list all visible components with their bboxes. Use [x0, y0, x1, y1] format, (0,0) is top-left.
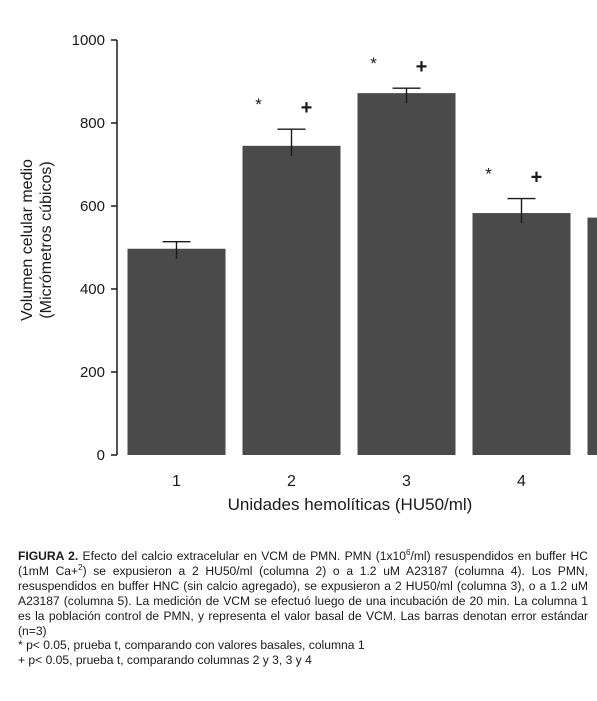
- caption-text-c: ) se expusieron a 2 HU50/ml (columna 2) o a 1.2 uM A23187 (columna 4). Los PMN, resuspendidos en buffer HNC (sin calcio agregado), se expusieron a 2 HU50/ml (columna 3), o a 1.2 uM A23187 (columna 5). La medición de VCM se efectuó luego de una incubación de 20 min. La columna 1 es la población control de PMN, y representa el valor basal de VCM. Las barras denotan error estándar (n=3): [18, 563, 588, 638]
- bar-2: [243, 146, 341, 455]
- y-tick-label-600: 600: [79, 198, 105, 215]
- x-tick-label-4: 4: [517, 473, 526, 490]
- y-tick-label-200: 200: [79, 364, 105, 381]
- x-axis-title: Unidades hemolíticas (HU50/ml): [227, 495, 473, 514]
- y-axis-title: [12, 30, 62, 450]
- x-tick-label-2: 2: [287, 473, 296, 490]
- y-axis-title-line1: Volumen celular medio: [19, 159, 36, 321]
- bars-group: [128, 93, 597, 455]
- caption-label: FIGURA 2.: [18, 549, 79, 563]
- significance-star-3: *: [370, 54, 377, 74]
- y-tick-label-800: 800: [79, 115, 105, 132]
- y-tick-label-400: 400: [79, 281, 105, 298]
- caption-sup-1: 6: [406, 547, 411, 557]
- bar-3: [358, 93, 456, 455]
- caption-note-plus: + p< 0.05, prueba t, comparando columnas 2 y 3, 3 y 4: [18, 653, 312, 668]
- x-tick-label-3: 3: [402, 473, 411, 490]
- bar-1: [128, 249, 226, 455]
- caption-paragraph: [18, 549, 588, 638]
- y-tick-label-0: 0: [96, 447, 105, 464]
- significance-star-4: *: [485, 164, 492, 184]
- caption-note-star: * p< 0.05, prueba t, comparando con valores basales, columna 1: [18, 638, 365, 653]
- bar-5: [588, 218, 597, 455]
- significance-plus-4: +: [530, 166, 543, 189]
- x-tick-label-1: 1: [172, 473, 181, 490]
- significance-star-2: *: [255, 95, 262, 115]
- y-tick-label-1000: 1000: [71, 32, 105, 49]
- significance-plus-2: +: [300, 97, 313, 120]
- caption-text-b: /ml) resuspendidos en buffer HC (1mM Ca+: [18, 549, 588, 578]
- significance-plus-3: +: [415, 56, 428, 79]
- x-axis: [172, 473, 597, 490]
- y-axis-title-line2: (Micrómetros cúbicos): [38, 161, 55, 319]
- caption-text-a: Efecto del calcio extracelular en VCM de PMN. PMN (1x10: [78, 549, 406, 563]
- caption-sup-2: 2: [78, 562, 83, 572]
- y-axis: [72, 32, 117, 464]
- figure-caption: [18, 549, 588, 668]
- bar-4: [473, 213, 571, 455]
